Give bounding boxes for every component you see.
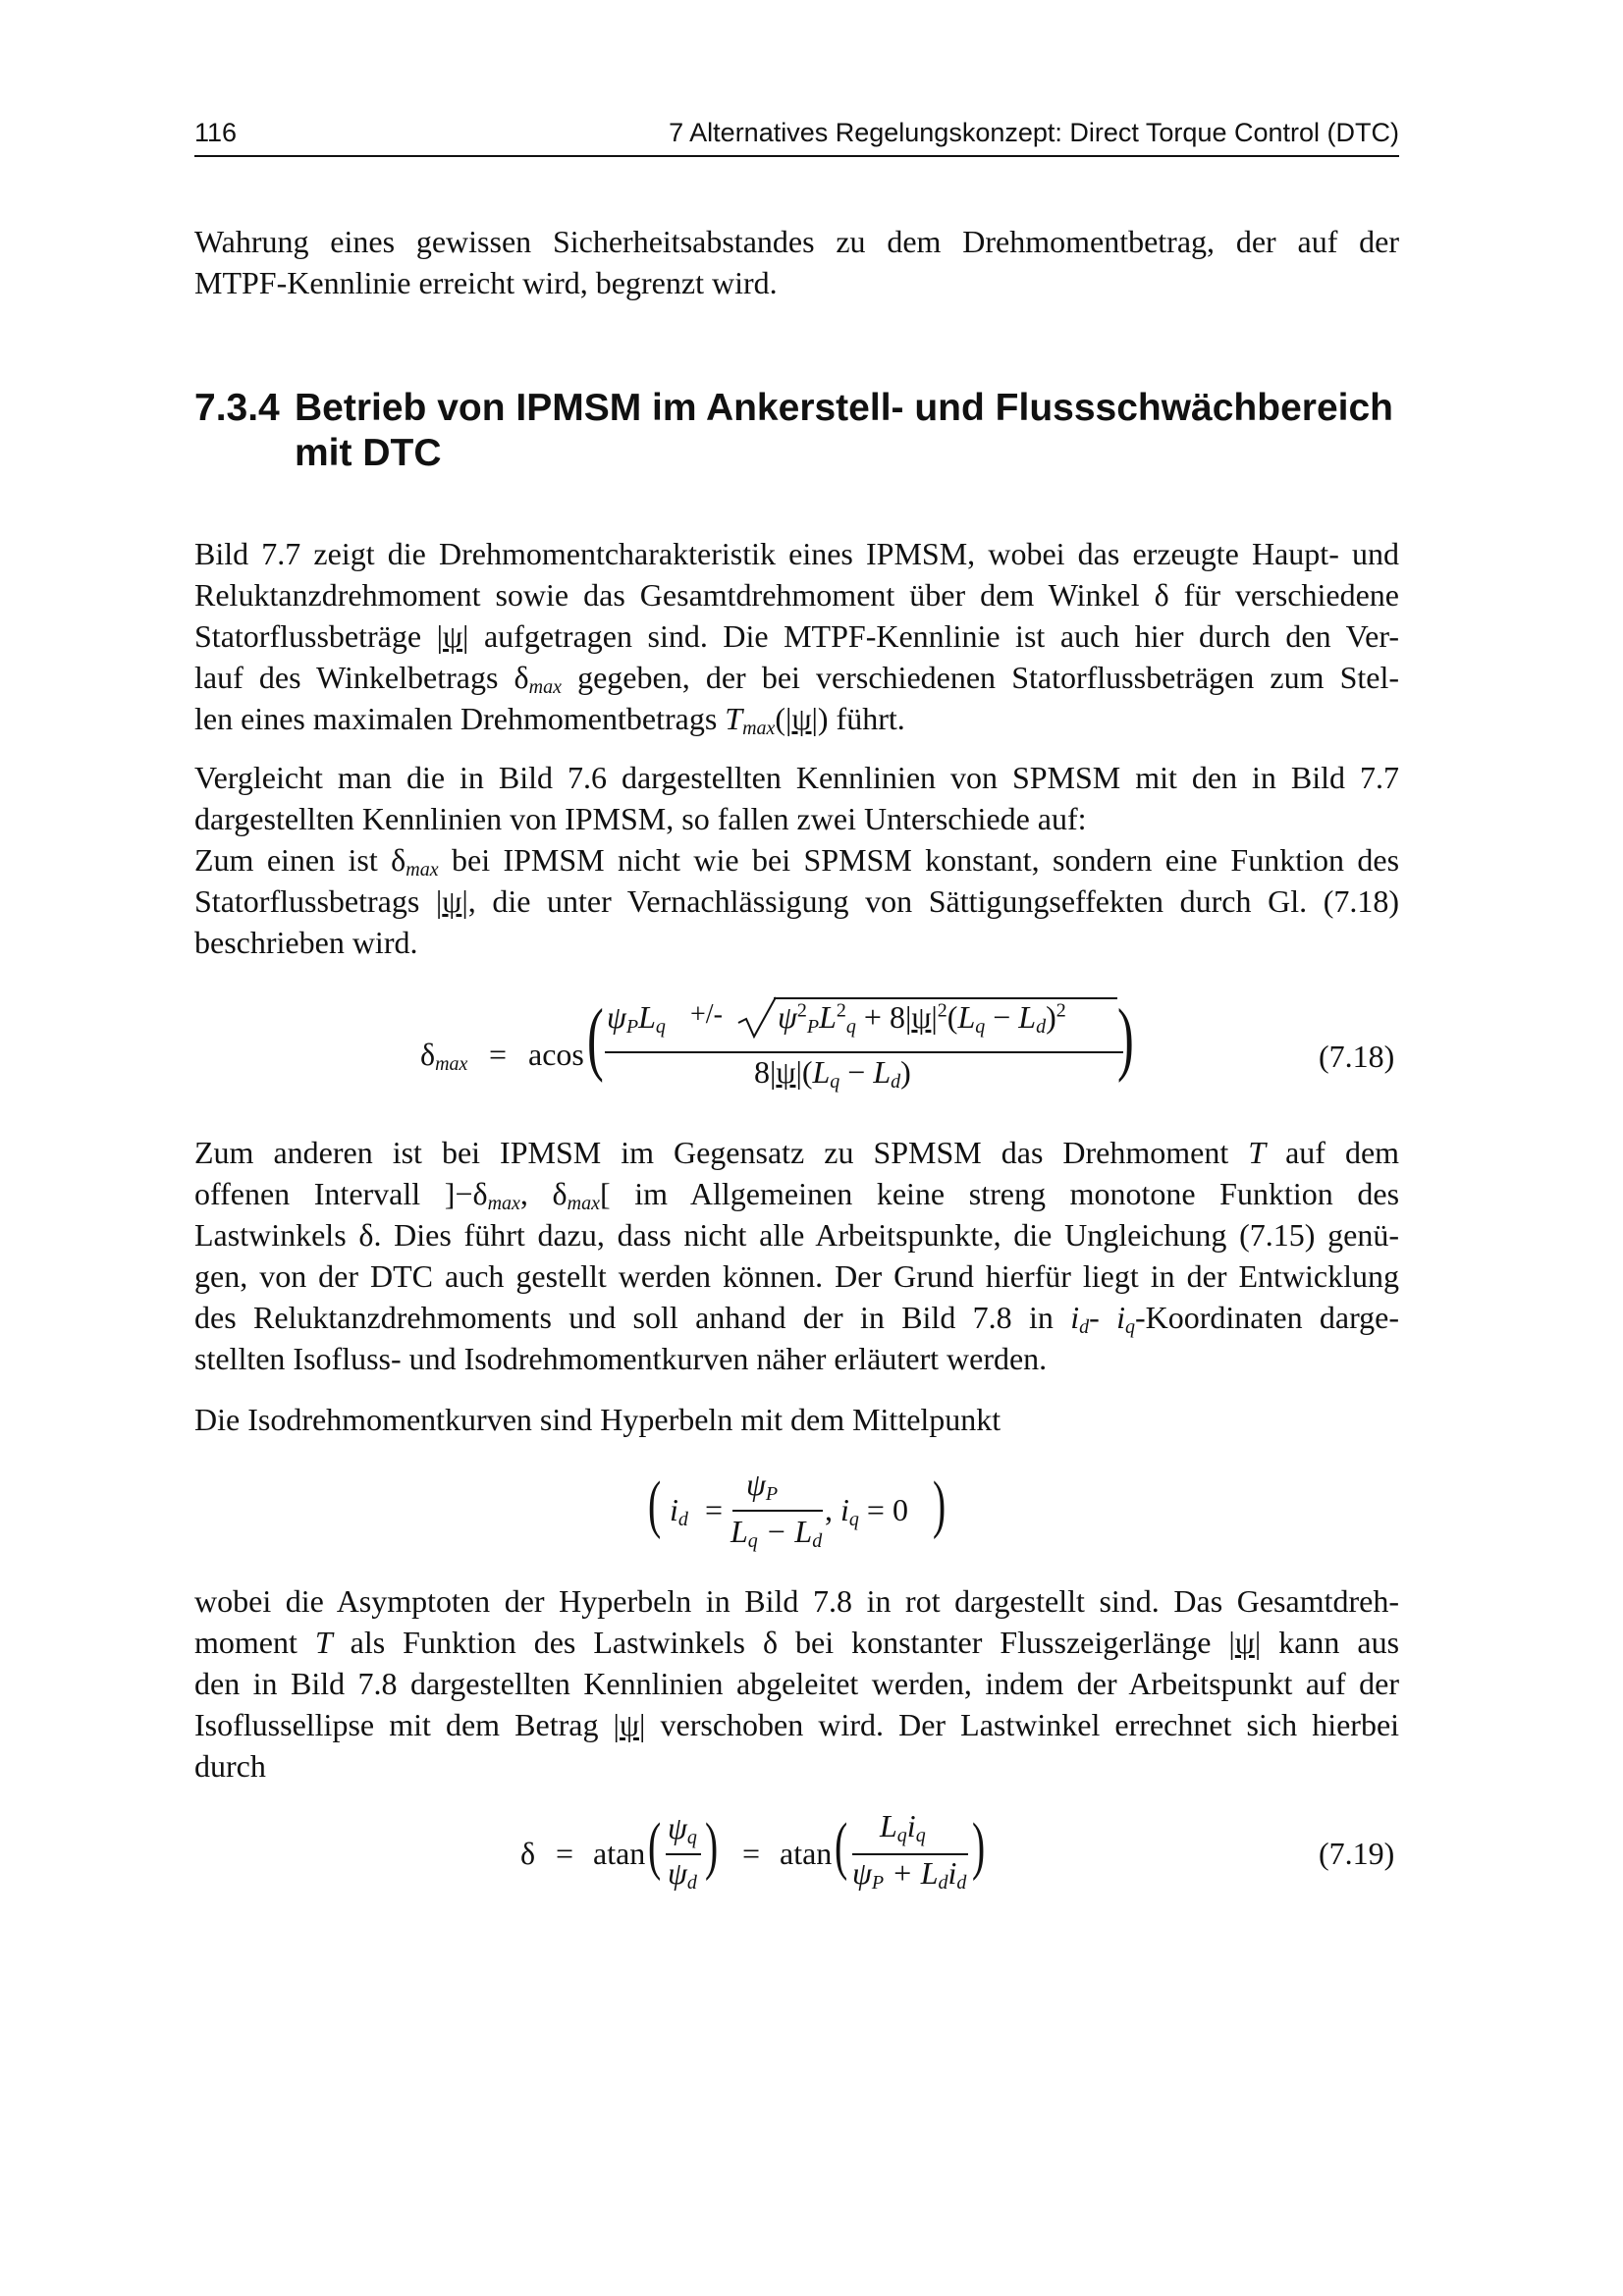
section-title-line2: mit DTC (295, 432, 442, 474)
text-line: Bild 7.7 zeigt die Drehmomentcharakteristik eines IPMSM, wobei das erzeugte Haupt- und (194, 536, 1399, 571)
paragraph-1 (194, 533, 1399, 739)
text-line: MTPF-Kennlinie erreicht wird, begrenzt wird. (194, 265, 778, 300)
text-line: Reluktanzdrehmoment sowie das Gesamtdrehmoment über dem Winkel δ für verschiedene (194, 577, 1400, 613)
text-line: Wahrung eines gewissen Sicherheitsabstandes zu dem Drehmomentbetrag, der auf der (194, 224, 1399, 259)
text-line: Lastwinkels δ. Dies führt dazu, dass nicht alle Arbeitspunkte, die Ungleichung (7.15) genü- (194, 1217, 1400, 1253)
text-line: Statorflussbeträge |ψ| aufgetragen sind. Die MTPF-Kennlinie ist auch hier durch den Ver- (194, 618, 1400, 654)
paragraph-2 (194, 757, 1399, 963)
text-line: den in Bild 7.8 dargestellten Kennlinien abgeleitet werden, indem der Arbeitspunkt auf der (194, 1666, 1399, 1701)
paragraph-3 (194, 1132, 1399, 1379)
text-line: Isoflussellipse mit dem Betrag |ψ| verschoben wird. Der Lastwinkel errechnet sich hierbei (194, 1707, 1400, 1742)
text-line: beschrieben wird. (194, 925, 418, 960)
text-line: Zum einen ist $\delta_{max}$ bei IPMSM nicht wie bei SPMSM konstant, sondern eine Funktion des (194, 842, 1400, 881)
text-line: Die Isodrehmomentkurven sind Hyperbeln mit dem Mittelpunkt (194, 1402, 1001, 1437)
page-header (194, 114, 1399, 157)
equation-number-7-18: (7.18) (1319, 1039, 1395, 1074)
text-line: Statorflussbetrags |ψ|, die unter Vernachlässigung von Sättigungseffekten durch Gl. (7.18) (194, 883, 1399, 919)
text-line: dargestellten Kennlinien von IPMSM, so fallen zwei Unterschiede auf: (194, 801, 1087, 836)
section-number: 7.3.4 (194, 387, 280, 429)
equation-7-18: $\delta_{max}$ = acos ( $\psi_PL_q$ +/- $\psi^2_PL^2_q + 8|\psi|^2(L_q - L_d)^2$ $8|\psi|(L_q - L_d)$ ) (420, 992, 1134, 1093)
equation-number-7-19: (7.19) (1319, 1836, 1395, 1871)
text-line: moment T als Funktion des Lastwinkels δ bei konstanter Flusszeigerlänge |ψ| kann aus (194, 1625, 1400, 1660)
text-line: durch (194, 1748, 266, 1784)
page-number: 116 (194, 118, 238, 147)
equation-hyperbola-center: ( $i_d$ = $\psi_P$ $L_q - L_d$ , $i_q = 0$ ) (648, 1467, 947, 1552)
text-line: des Reluktanzdrehmoments und soll anhand der in Bild 7.8 in $i_d-$ $i_q$-Koordinaten darge- (194, 1300, 1400, 1338)
text-line: lauf des Winkelbetrags $\delta_{max}$ gegeben, der bei verschiedenen Statorflussbeträgen zum Stel- (194, 660, 1400, 698)
paragraph-5 (194, 1580, 1399, 1787)
equation-7-19: δ = atan ( $\psi_q$ $\psi_d$ ) = atan ( $L_qi_q$ $\psi_P + L_di_d$ ) (520, 1808, 986, 1894)
text-line: wobei die Asymptoten der Hyperbeln in Bild 7.8 in rot dargestellt sind. Das Gesamtdreh- (194, 1583, 1399, 1619)
section-title-line1: Betrieb von IPMSM im Ankerstell- und Flussschwächbereich (295, 387, 1393, 429)
paragraph-intro (194, 221, 1399, 303)
running-title: 7 Alternatives Regelungskonzept: Direct Torque Control (DTC) (669, 118, 1399, 147)
text-line: stellten Isofluss- und Isodrehmomentkurven näher erläutert werden. (194, 1341, 1048, 1376)
text-line: len eines maximalen Drehmomentbetrags $T_{max}(|\psi|)$ führt. (194, 701, 905, 739)
text-line: gen, von der DTC auch gestellt werden können. Der Grund hierfür liegt in der Entwicklung (194, 1258, 1399, 1294)
paragraph-4 (194, 1399, 1399, 1440)
text-line: Zum anderen ist bei IPMSM im Gegensatz zu SPMSM das Drehmoment T auf dem (194, 1135, 1400, 1170)
text-line: Vergleicht man die in Bild 7.6 dargestellten Kennlinien von SPMSM mit den in Bild 7.7 (194, 760, 1399, 795)
text-line: offenen Intervall ]$-\delta_{max}$, $\delta_{max}$[ im Allgemeinen keine streng monotone Funktion des (194, 1176, 1400, 1214)
sqrt-sign (736, 995, 780, 1039)
